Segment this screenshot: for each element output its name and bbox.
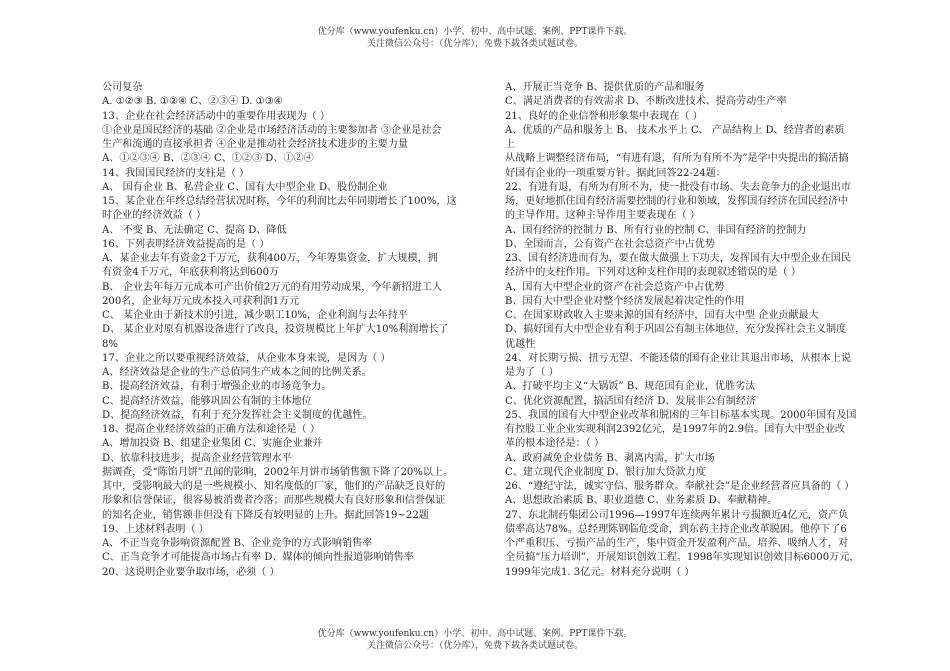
text-line: 13、企业在社会经济活动中的重要作用表现为（ ） (102, 110, 331, 122)
text-line: 据调查，受“陈馅月饼”丑闻的影响，2002年月饼市场销售额下降了20%以上。 (102, 466, 454, 478)
text-line: 17、企业之所以要重视经济效益，从企业本身来说，是因为（ ） (102, 352, 391, 364)
text-line: 是为了（ ） (505, 367, 559, 378)
text-line: 优越性 (505, 338, 536, 350)
header-line-2: 关注微信公众号：（优分库），免费下载各类试题试卷。 (366, 39, 583, 49)
left-column (102, 81, 514, 580)
text-line: A、经济效益是企业的生产总值同生产成本之间的比例关系。 (102, 367, 372, 378)
text-line: A、开展正当竞争 B、提供优质的产品和服务 (505, 82, 705, 93)
text-line: 20、这说明企业要争取市场，必须（ ） (102, 566, 280, 578)
text-line: 14、我国国民经济的支柱是（ ） (102, 167, 250, 179)
text-line: 上 (505, 139, 516, 150)
text-line: 经济中的支柱作用。下列对这种支柱作用的表现叙述错误的是（ ） (505, 267, 801, 279)
text-line: A、国有经济的控制力 B、所有行业的控制 C、非国有经济的控制力 (505, 224, 807, 236)
text-line: 个严重积压、亏损产品的生产，集中资金开发盈利产品，培养、吸纳人才，对 (505, 538, 849, 549)
text-line: A、 国有企业 B、私营企业 C、国有大中型企业 D、股份制企业 (102, 181, 388, 193)
text-line: A、思想政治素质 B、职业道德 C、业务素质 D、奉献精神。 (505, 495, 778, 507)
text-line: C、 某企业由于新技术的引进，减少职工10%，企业利润与去年持平 (102, 310, 408, 321)
text-line: 从战略上调整经济布局，“有进有退，有所为有所不为”是学中央提出的搞活搞 (505, 153, 849, 165)
text-line: 22、有进有退，有所为有所不为，使一批没有市场、失去竞争力的企业退出市 (505, 181, 851, 193)
text-line: D、提高经济效益，有利于充分发挥社会主义制度的优越性。 (102, 409, 373, 421)
text-line: A、某企业去年有资金2千万元，获利400万，今年筹集资金，扩大规模，拥 (102, 253, 438, 264)
text-line: C、提高经济效益，能够巩固公有制的主体地位 (102, 395, 312, 407)
text-line: A、增加投资 B、组建企业集团 C、实施企业兼并 (102, 438, 323, 450)
right-column (505, 81, 917, 580)
text-line: A、政府减免企业债务 B、剥离内需，扩大市场 (505, 452, 715, 464)
text-line: 200名，企业每万元成本投入可获利润1万元 (102, 295, 300, 307)
text-line: 24、对长期亏损、扭亏无望、不能还债的国有企业让其退出市场，从根本上说 (505, 352, 851, 364)
text-line: 8% (102, 338, 119, 350)
text-line: 革的根本途径是：（ ） (505, 438, 605, 450)
text-line: 债率高达78%。总经理陈钢临危受命，到东药主持企业改革脱困。他停下了6 (505, 523, 847, 535)
text-line: 25、我国的国有大中型企业改革和脱困的三年目标基本实现。2000年国有及国 (505, 409, 857, 421)
text-line: 的主导作用。这种主导作用主要表现在（ ） (505, 210, 700, 222)
text-line: B、 企业去年每万元成本可产出价值2万元的有用劳动成果，今年新招进工人 (102, 281, 443, 293)
text-line: 有控股工业企业实现利润2392亿元，是1997年的2.9倍。国有大中型企业改 (505, 424, 845, 435)
text-line: 27、东北制药集团公司1996—1997年连续两年累计亏损额近4亿元，资产负 (505, 509, 849, 521)
text-line: A、国有大中型企业的资产在社会总资产中占优势 (505, 281, 725, 293)
text-line: D、 某企业对原有机器设备进行了改良，投资规模比上年扩大10%利润增长了 (102, 324, 449, 336)
text-line: A、打破平均主义“大锅饭” B、规范国有企业，优胜劣汰 (505, 381, 756, 393)
text-line: D、搞好国有大中型企业有利于巩固公有制主体地位，充分发挥社会主义制度 (505, 324, 847, 336)
text-line: C、优化资源配置，搞活国有经济 D、发展非公有制经济 (505, 395, 757, 407)
text-line: 15、某企业在年终总结经营状况时称，今年的利润比去年同期增长了100%，这 (102, 196, 457, 207)
text-line: C、在国家财政收入主要来源的国有经济中，国有大中型 企业贡献最大 (505, 310, 819, 321)
text-line: A. ①②③ B. ①②④ C、②③④ D. ①③④ (102, 96, 283, 108)
text-line: 其中，受影响最大的是一些规模小、知名度低的厂家，他们的产品缺乏良好的 (102, 481, 446, 492)
page-header (0, 26, 950, 50)
text-line: 26、“遵纪守法，诚实守信、服务群众。奉献社会”是企业经营者应具备的（ ） (505, 481, 855, 492)
text-line: 23、国有经济进而有为，要在做大做强上下功夫，发挥国有大中型企业在国民 (505, 253, 851, 264)
text-line: 有资金4千万元，年底获利将达到600万 (102, 267, 280, 279)
text-line: 19、上述材料表明（ ） (102, 523, 209, 535)
text-line: A、不正当竞争影响资源配置 B、企业竞争的方式影响销售率 (102, 538, 373, 549)
text-line: B、提高经济效益，有利于增强企业的市场竞争力。 (102, 381, 332, 393)
text-line: 18、提高企业经济效益的正确方法和途径是（ ） (102, 424, 320, 435)
text-line: C、建立现代企业制度 D、银行加大贷款力度 (505, 466, 706, 478)
text-line: 时企业的经济效益（ ） (102, 210, 207, 222)
text-line: B、国有大中型企业对整个经济发展起着决定性的作用 (505, 295, 745, 307)
text-line: 生产和流通的直接承担者 ④企业是推动社会经济技术进步的主要力量 (102, 139, 409, 150)
text-line: ①企业是国民经济的基础 ②企业是市场经济活动的主要参加者 ③企业是社会 (102, 124, 442, 136)
text-line: A、优质的产品和服务上 B、 技术水平上 C、 产品结构上 D、经营者的素质 (505, 124, 845, 136)
text-line: C、正当竞争才可能提高市场占有率 D、媒体的倾向性报道影响销售率 (102, 552, 414, 564)
text-line: 公司复杂 (102, 82, 143, 93)
header-line-1: 优分库（www.youfenku.cn）小学、初中、高中试题、案例、PPT课件下载。 (317, 27, 633, 37)
text-line: C、满足消费者的有效需求 D、不断改进技术、提高劳动生产率 (505, 96, 787, 108)
text-line: 21、良好的企业信誉和形象集中表现在（ ） (505, 110, 703, 122)
page-footer (0, 628, 950, 652)
text-line: 1999年完成1. 3亿元。材料充分说明（ ） (505, 566, 695, 578)
text-line: 全员搞“压力培训”，开展知识创效工程。1998年实现知识创效目标6000万元， (505, 552, 860, 564)
text-line: A、①②③④ B、②③④ C、①②③ D、①②④ (102, 153, 314, 165)
text-line: 16、下列表明经济效益提高的是（ ） (102, 238, 270, 250)
text-line: 的知名企业，销售额非但没有下降反有较明显的上升。据此回答19~22题 (102, 509, 429, 521)
text-line: D、全国而言，公有资产在社会总资产中占优势 (505, 238, 715, 250)
text-line: 形象和信誉保证，很容易被消费者冷落；而那些规模大有良好形象和信誉保证 (102, 495, 446, 507)
text-line: A、 不变 B、无法确定 C、提高 D、降低 (102, 224, 287, 236)
footer-line-2: 关注微信公众号：（优分库），免费下载各类试题试卷。 (366, 641, 583, 651)
footer-line-1: 优分库（www.youfenku.cn）小学、初中、高中试题、案例、PPT课件下载。 (317, 629, 633, 639)
text-line: 好国有企业的一项重要方针。据此回答22-24题： (505, 167, 726, 179)
text-line: D、依靠科技进步，提高企业经营管理水平 (102, 452, 292, 464)
text-line: 场，更好地抓住国有经济需要控制的行业和领域，发挥国有经济在国民经济中 (505, 196, 849, 207)
